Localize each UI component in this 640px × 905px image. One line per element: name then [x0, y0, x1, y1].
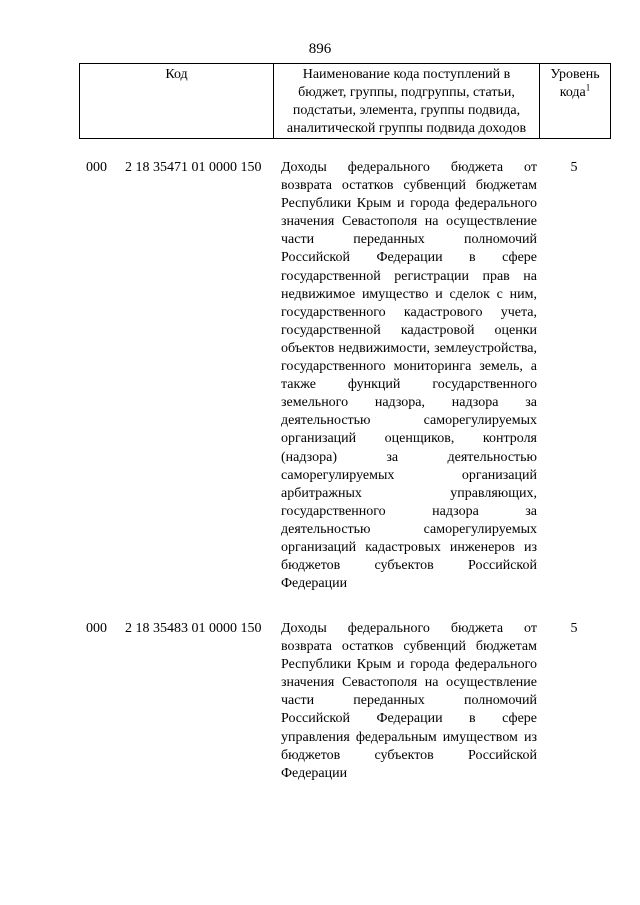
table-header [79, 63, 611, 139]
row-code-prefix: 000 [86, 621, 107, 636]
header-name-label: Наименование кода поступлений в бюджет, группы, подгруппы, статьи, подстатьи, элемента, группы подвида, аналитической группы подвида доходов [286, 67, 527, 136]
header-code-label: Код [165, 67, 188, 82]
row-code: 2 18 35483 01 0000 150 [125, 621, 262, 636]
header-name-cell [274, 64, 540, 139]
row-code-prefix: 000 [86, 160, 107, 175]
page-number: 896 [308, 41, 332, 57]
row-code: 2 18 35471 01 0000 150 [125, 160, 262, 175]
row-level: 5 [570, 160, 578, 175]
row-description: Доходы федерального бюджета от возврата остатков субвенций бюджетам Республики Крым и города федерального значения Севастополя на осуществление части переданных полномочий Российской Федерации в сфере управления федеральным имуществом из бюджетов субъектов Российской Федерации [281, 621, 537, 781]
row-level: 5 [570, 621, 578, 636]
level-footnote-marker: 1 [585, 82, 591, 93]
header-code-cell [80, 64, 274, 139]
row-description: Доходы федерального бюджета от возврата остатков субвенций бюджетам Республики Крым и города федерального значения Севастополя на осуществление части переданных полномочий Российской Федерации в сфере государственной регистрации прав на недвижимое имущество и сделок с ним, государственного кадастрового учета, государственной кадастровой оценки объектов недвижимости, землеустройства, государственного мониторинга земель, а также функций государственного земельного надзора, надзора за деятельностью саморегулируемых организаций оценщиков, контроля (надзора) за деятельностью саморегулируемых организаций арбитражных управляющих, государственного надзора за деятельностью саморегулируемых организаций кадастровых инженеров из бюджетов субъектов Российской Федерации [281, 160, 537, 592]
header-level-cell [540, 64, 611, 139]
header-level-label: Уровень кода [550, 67, 600, 100]
